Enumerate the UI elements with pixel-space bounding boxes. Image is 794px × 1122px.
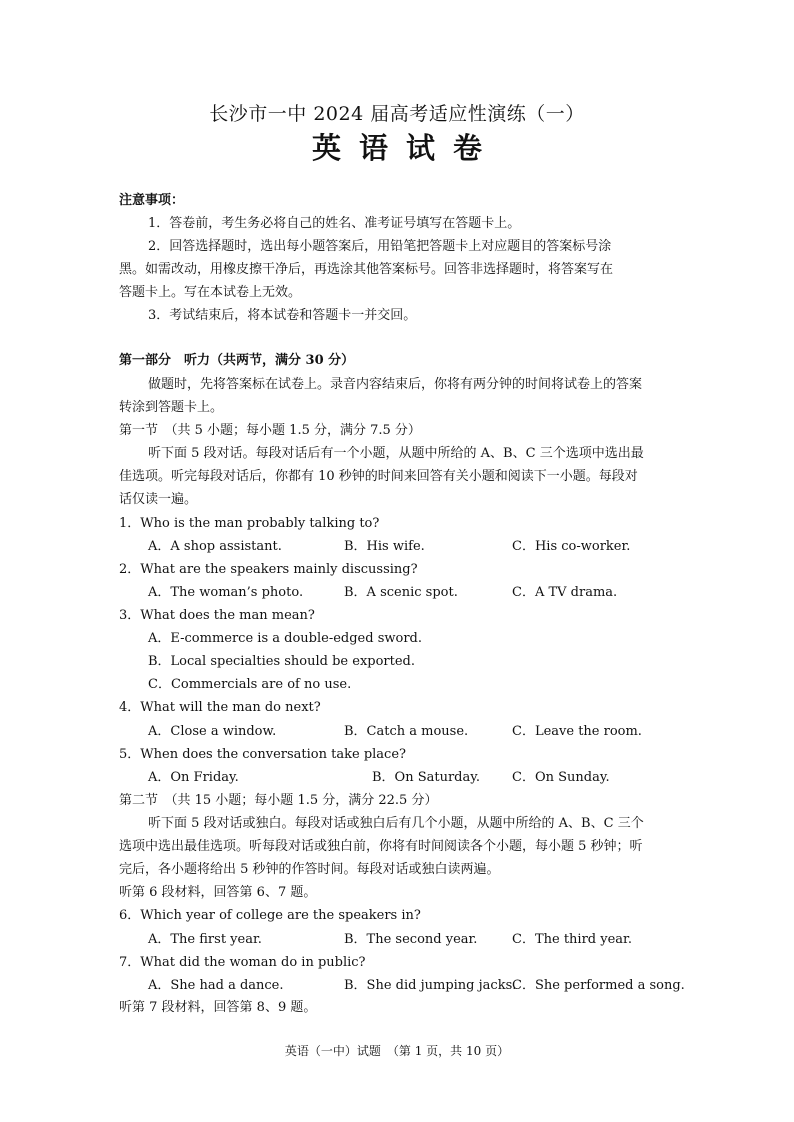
notice-heading: 注意事项： xyxy=(119,193,185,208)
question-stem: 6．Which year of college are the speakers in? xyxy=(119,908,421,923)
option-a: A．The first year. xyxy=(148,932,262,947)
page-subtitle: 英语试卷 xyxy=(311,131,500,165)
option-a: A．She had a dance. xyxy=(148,978,284,993)
question-stem: 3．What does the man mean? xyxy=(119,608,315,623)
question-stem: 4．What will the man do next? xyxy=(119,700,321,715)
part1-heading: 第一部分 听力（共两节，满分 30 分） xyxy=(119,353,355,368)
option-c: C．His co-worker. xyxy=(512,539,631,554)
section2-intro: 选项中选出最佳选项。听每段对话或独白前，你将有时间阅读各个小题，每小题 5 秒钟；听 xyxy=(119,839,643,854)
material-instruction: 听第 6 段材料，回答第 6、7 题。 xyxy=(119,885,317,900)
page-footer: 英语（一中）试题 （第 1 页，共 10 页） xyxy=(284,1044,510,1058)
option-b: B．The second year. xyxy=(344,932,478,947)
section1-heading: 第一节 （共 5 小题；每小题 1.5 分，满分 7.5 分） xyxy=(119,423,421,438)
question-stem: 7．What did the woman do in public? xyxy=(119,955,366,970)
option-c: C．A TV drama. xyxy=(512,585,618,600)
option-a: A．A shop assistant. xyxy=(148,539,282,554)
section1-intro: 听下面 5 段对话。每段对话后有一个小题，从题中所给的 A、B、C 三个选项中选出最 xyxy=(148,446,644,461)
notice-line: 黑。如需改动，用橡皮擦干净后，再选涂其他答案标号。回答非选择题时，将答案写在 xyxy=(119,262,614,277)
option-a: A．Close a window. xyxy=(148,724,277,739)
option-c: C．Commercials are of no use. xyxy=(148,677,352,692)
option-b: B．A scenic spot. xyxy=(344,585,458,600)
notice-line: 3．考试结束后，将本试卷和答题卡一并交回。 xyxy=(148,308,417,323)
section2-intro: 完后，各小题将给出 5 秒钟的作答时间。每段对话或独白读两遍。 xyxy=(119,862,500,877)
option-a: A．On Friday. xyxy=(148,770,239,785)
question-stem: 2．What are the speakers mainly discussing? xyxy=(119,562,418,577)
page-title: 长沙市一中 2024 届高考适应性演练（一） xyxy=(209,103,585,125)
option-c: C．Leave the room. xyxy=(512,724,642,739)
option-a: A．E-commerce is a double-edged sword. xyxy=(148,631,422,646)
option-a: A．The woman’s photo. xyxy=(148,585,304,600)
material-instruction: 听第 7 段材料，回答第 8、9 题。 xyxy=(119,1000,317,1015)
section2-heading: 第二节 （共 15 小题；每小题 1.5 分，满分 22.5 分） xyxy=(119,793,438,808)
part1-intro: 做题时，先将答案标在试卷上。录音内容结束后，你将有两分钟的时间将试卷上的答案 xyxy=(148,377,643,392)
option-c: C．The third year. xyxy=(512,932,632,947)
notice-line: 2．回答选择题时，选出每小题答案后，用铅笔把答题卡上对应题目的答案标号涂 xyxy=(148,239,612,254)
option-b: B．Local specialties should be exported. xyxy=(148,654,416,669)
option-b: B．Catch a mouse. xyxy=(344,724,469,739)
option-c: C．She performed a song. xyxy=(512,978,685,993)
question-stem: 1．Who is the man probably talking to? xyxy=(119,516,380,531)
notice-line: 1．答卷前，考生务必将自己的姓名、准考证号填写在答题卡上。 xyxy=(148,216,521,231)
option-c: C．On Sunday. xyxy=(512,770,610,785)
part1-intro: 转涂到答题卡上。 xyxy=(119,400,224,415)
section2-intro: 听下面 5 段对话或独白。每段对话或独白后有几个小题，从题中所给的 A、B、C 三个 xyxy=(148,816,644,831)
notice-line: 答题卡上。写在本试卷上无效。 xyxy=(119,285,302,300)
section1-intro: 佳选项。听完每段对话后，你都有 10 秒钟的时间来回答有关小题和阅读下一小题。每段对 xyxy=(119,469,638,484)
option-b: B．On Saturday. xyxy=(372,770,481,785)
section1-intro: 话仅读一遍。 xyxy=(119,492,198,507)
option-b: B．His wife. xyxy=(344,539,425,554)
question-stem: 5．When does the conversation take place? xyxy=(119,747,406,762)
option-b: B．She did jumping jacks. xyxy=(344,978,517,993)
